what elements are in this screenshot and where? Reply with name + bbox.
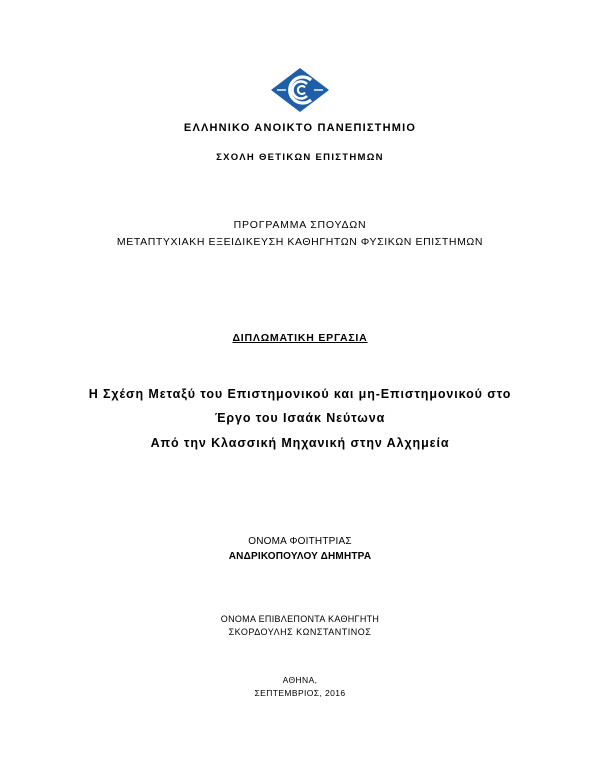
- thesis-type-label: ΔΙΠΛΩΜΑΤΙΚΗ ΕΡΓΑΣΙΑ: [232, 332, 368, 344]
- supervisor-label: ΟΝΟΜΑ ΕΠΙΒΛΕΠΟΝΤΑ ΚΑΘΗΓΗΤΗ: [220, 614, 380, 624]
- submission-date: ΣΕΠΤΕΜΒΡΙΟΣ, 2016: [254, 688, 346, 698]
- city: ΑΘΗΝΑ,: [282, 675, 318, 685]
- supervisor-name: ΣΚΟΡΔΟΥΛΗΣ ΚΩΝΣΤΑΝΤΙΝΟΣ: [228, 627, 372, 637]
- thesis-title-line: Η Σχέση Μεταξύ του Επιστημονικού και μη-Επιστημονικού στο: [88, 387, 512, 401]
- program-label: ΠΡΟΓΡΑΜΜΑ ΣΠΟΥΔΩΝ: [233, 219, 367, 231]
- thesis-title-line: Από την Κλασσική Μηχανική στην Αλχημεία: [150, 436, 450, 450]
- program-specialization: ΜΕΤΑΠΤΥΧΙΑΚΗ ΕΞΕΙΔΙΚΕΥΣΗ ΚΑΘΗΓΗΤΩΝ ΦΥΣΙΚΩΝ ΕΠΙΣΤΗΜΩΝ: [116, 236, 484, 248]
- student-name: ΑΝΔΡΙΚΟΠΟΥΛΟΥ ΔΗΜΗΤΡΑ: [228, 551, 372, 562]
- school-name: ΣΧΟΛΗ ΘΕΤΙΚΩΝ ΕΠΙΣΤΗΜΩΝ: [216, 152, 384, 163]
- university-logo-icon: [271, 68, 329, 112]
- thesis-title-line: Έργο του Ισαάκ Νεύτωνα: [214, 411, 386, 425]
- student-label: ΟΝΟΜΑ ΦΟΙΤΗΤΡΙΑΣ: [248, 536, 352, 547]
- university-name: ΕΛΛΗΝΙΚΟ ΑΝΟΙΚΤΟ ΠΑΝΕΠΙΣΤΗΜΙΟ: [183, 122, 417, 134]
